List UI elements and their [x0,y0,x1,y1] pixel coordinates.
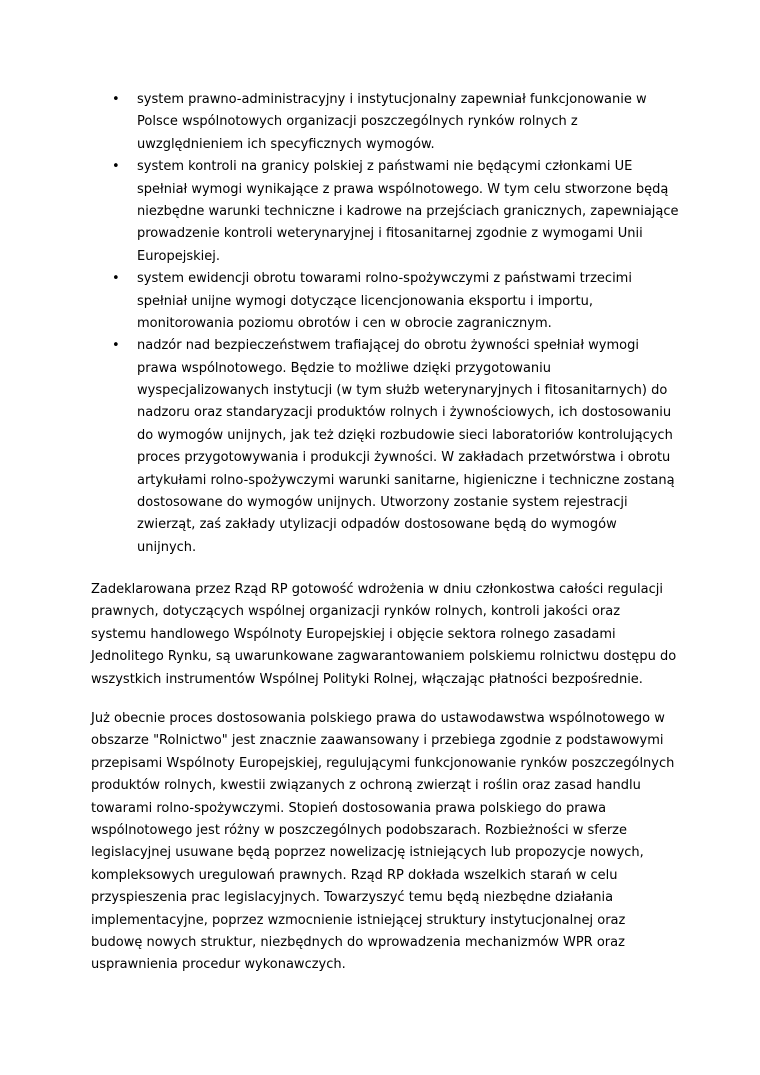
text-line: prawnych, dotyczących wspólnej organizacji rynków rolnych, kontroli jakości oraz [91,604,621,620]
text-line: usprawnienia procedur wykonawczych. [91,957,346,973]
text-line: systemu handlowego Wspólnoty Europejskiej i objęcie sektora rolnego zasadami [91,626,616,642]
text-line: kompleksowych uregulowań prawnych. Rząd RP dokłada wszelkich starań w celu [91,867,618,883]
text-line: obszarze "Rolnictwo" jest znacznie zaawansowany i przebiega zgodnie z podstawowymi [91,733,664,749]
text-line: towarami rolno-spożywczymi. Stopień dostosowania prawa polskiego do prawa [91,800,607,816]
text-line: nadzór nad bezpieczeństwem trafiającej do obrotu żywności spełniał wymogi [137,338,639,354]
text-line: Już obecnie proces dostosowania polskiego prawa do ustawodawstwa wspólnotowego w [91,711,665,726]
text-line: Zadeklarowana przez Rząd RP gotowość wdrożenia w dniu członkostwa całości regulacji [91,582,663,597]
text-line: proces przygotowywania i produkcji żywności. W zakładach przetwórstwa i obrotu [137,450,671,466]
text-line: niezbędne warunki techniczne i kadrowe na przejściach granicznych, zapewniające [137,203,679,219]
text-line: przyspieszenia prac legislacyjnych. Towarzyszyć temu będą niezbędne działania [91,890,614,906]
text-line: prowadzenie kontroli weterynaryjnej i fitosanitarnej zgodnie z wymogami Unii [137,226,643,242]
bullet-item [0,89,760,156]
text-line: dostosowane do wymogów unijnych. Utworzony zostanie system rejestracji [137,495,628,511]
bullet-item [0,335,760,559]
text-line: legislacyjnej usuwane będą poprzez nowelizację istniejących lub propozycje nowych, [91,845,644,861]
bullet-dot-icon: • [112,338,120,354]
bullet-item [0,268,760,335]
text-line: Jednolitego Rynku, są uwarunkowane zagwarantowaniem polskiemu rolnictwu dostępu do [91,649,677,665]
text-line: Polsce wspólnotowych organizacji poszczególnych rynków rolnych z [137,114,578,130]
text-line: monitorowania poziomu obrotów i cen w obrocie zagranicznym. [137,315,552,331]
bullet-item [0,156,760,268]
text-line: spełniał wymogi wynikające z prawa wspólnotowego. W tym celu stworzone będą [137,181,669,197]
text-line: system ewidencji obrotu towarami rolno-spożywczymi z państwami trzecimi [137,271,632,287]
text-line: system prawno-administracyjny i instytucjonalny zapewniał funkcjonowanie w [137,92,647,107]
text-line: prawa wspólnotowego. Będzie to możliwe dzięki przygotowaniu [137,360,551,376]
bullet-dot-icon: • [112,271,120,287]
bullet-list [0,89,760,559]
text-line: system kontroli na granicy polskiej z państwami nie będącymi członkami UE [137,159,633,175]
text-line: do wymogów unijnych, jak też dzięki rozbudowie sieci laboratoriów kontrolujących [137,427,673,443]
text-line: Europejskiej. [137,248,220,264]
bullet-dot-icon: • [112,92,120,107]
text-line: unijnych. [137,539,197,555]
text-line: nadzoru oraz standaryzacji produktów rolnych i żywnościowych, ich dostosowaniu [137,405,672,421]
text-line: przepisami Wspólnoty Europejskiej, regulującymi funkcjonowanie rynków poszczególnych [91,755,675,771]
text-line: budowę nowych struktur, niezbędnych do wprowadzenia mechanizmów WPR oraz [91,934,625,950]
text-line: zwierząt, zaś zakłady utylizacji odpadów dostosowane będą do wymogów [137,517,617,533]
text-line: spełniał unijne wymogi dotyczące licencjonowania eksportu i importu, [137,293,594,309]
text-line: wspólnotowego jest różny w poszczególnych podobszarach. Rozbieżności w sferze [91,822,627,838]
text-line: implementacyjne, poprzez wzmocnienie istniejącej struktury instytucjonalnej oraz [91,912,626,928]
text-line: wszystkich instrumentów Wspólnej Polityki Rolnej, włączając płatności bezpośrednie. [91,671,643,687]
text-line: artykułami rolno-spożywczymi warunki sanitarne, higieniczne i techniczne zostaną [137,472,675,488]
bullet-dot-icon: • [112,159,120,175]
text-line: wyspecjalizowanych instytucji (w tym służb weterynaryjnych i fitosanitarnych) do [137,383,668,399]
text-line: produktów rolnych, kwestii związanych z ochroną zwierząt i roślin oraz zasad handlu [91,778,641,794]
paragraph-legislation [91,708,731,977]
text-line: uwzględnieniem ich specyficznych wymogów. [137,136,435,152]
paragraph-declaration [91,579,731,691]
